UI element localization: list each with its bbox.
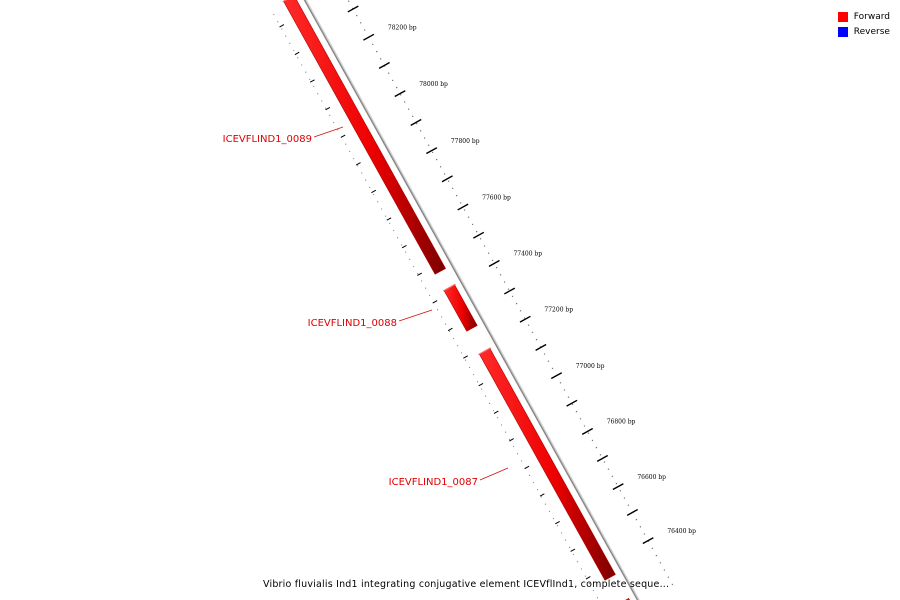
scale-dot (372, 44, 373, 45)
inner-scale-dot (365, 180, 366, 181)
scale-tick (363, 34, 373, 40)
scale-dot (656, 555, 657, 556)
scale-dot (440, 166, 441, 167)
scale-dot (408, 109, 409, 110)
scale-dot (400, 94, 401, 95)
scale-tick (379, 63, 389, 69)
inner-tick (280, 25, 284, 27)
scale-dot (520, 310, 521, 311)
tick-label-7: 76800 bp (606, 418, 636, 426)
inner-scale-dot (457, 345, 458, 346)
scale-dot (392, 80, 393, 81)
scale-dot (572, 404, 573, 405)
scale-dot (672, 584, 673, 585)
inner-tick (310, 80, 314, 82)
inner-scale-dot (473, 374, 474, 375)
scale-dot (416, 123, 417, 124)
inner-scale-dot (545, 504, 546, 505)
inner-scale-dot (369, 187, 370, 188)
scale-dot (628, 505, 629, 506)
inner-scale-dot (553, 518, 554, 519)
scale-tick (504, 288, 514, 294)
inner-scale-dot (489, 403, 490, 404)
inner-scale-dot (461, 352, 462, 353)
inner-scale-dot (501, 424, 502, 425)
scale-dot (444, 173, 445, 174)
scale-tick (442, 176, 452, 182)
inner-scale-dot (389, 223, 390, 224)
inner-scale-dot (421, 280, 422, 281)
inner-scale-dot (345, 144, 346, 145)
inner-scale-dot (509, 439, 510, 440)
inner-scale-dot (521, 460, 522, 461)
scale-dot (396, 87, 397, 88)
scale-dot (604, 461, 605, 462)
inner-scale-dot (561, 532, 562, 533)
scale-dot (484, 245, 485, 246)
scale-dot (452, 188, 453, 189)
scale-dot (564, 389, 565, 390)
inner-tick (341, 135, 345, 137)
scale-dot (640, 526, 641, 527)
inner-scale-dot (357, 165, 358, 166)
scale-dot (424, 137, 425, 138)
scale-dot (584, 425, 585, 426)
inner-scale-dot (485, 396, 486, 397)
scale-tick (411, 120, 421, 126)
gene-leader-line (480, 468, 508, 480)
gene-ICEVFLIND1_0087-arrow (479, 348, 615, 580)
scale-dot (552, 368, 553, 369)
inner-scale-dot (533, 482, 534, 483)
scale-dot (492, 260, 493, 261)
scale-dot (468, 217, 469, 218)
scale-dot (380, 58, 381, 59)
scale-dot (560, 382, 561, 383)
scale-dot (480, 238, 481, 239)
legend-label-reverse: Reverse (853, 26, 890, 37)
scale-dot (460, 202, 461, 203)
inner-scale-dot (505, 432, 506, 433)
inner-scale-dot (305, 72, 306, 73)
inner-scale-dot (597, 597, 598, 598)
scale-tick (613, 484, 623, 490)
inner-scale-dot (289, 43, 290, 44)
scale-tick (520, 316, 530, 322)
inner-scale-dot (281, 28, 282, 29)
inner-scale-dot (569, 547, 570, 548)
scale-dot (420, 130, 421, 131)
scale-tick (473, 232, 483, 238)
inner-scale-dot (321, 100, 322, 101)
scale-dot (576, 411, 577, 412)
scale-dot (516, 303, 517, 304)
scale-dot (376, 51, 377, 52)
scale-dot (472, 224, 473, 225)
tick-label-0: 78200 bp (387, 24, 417, 32)
scale-tick (567, 400, 577, 406)
gene-leader-line (314, 127, 343, 137)
inner-scale-dot (417, 273, 418, 274)
scale-dot (600, 454, 601, 455)
inner-scale-dot (381, 208, 382, 209)
inner-scale-dot (445, 324, 446, 325)
gene-label-ICEVFLIND1_0088: ICEVFLIND1_0088 (307, 318, 397, 329)
inner-scale-dot (565, 540, 566, 541)
inner-scale-dot (441, 316, 442, 317)
inner-scale-dot (285, 36, 286, 37)
inner-scale-dot (309, 79, 310, 80)
inner-scale-dot (273, 14, 274, 15)
scale-dot (428, 145, 429, 146)
inner-scale-dot (517, 453, 518, 454)
inner-scale-dot (301, 64, 302, 65)
inner-scale-dot (377, 201, 378, 202)
legend-item-forward (838, 9, 890, 24)
scale-dot (596, 447, 597, 448)
scale-dot (668, 577, 669, 578)
scale-dot (644, 533, 645, 534)
scale-dot (620, 490, 621, 491)
tick-label-5: 77200 bp (544, 306, 574, 314)
scale-dot (448, 181, 449, 182)
tick-label-6: 77000 bp (575, 362, 605, 370)
tick-label-2: 77800 bp (450, 137, 480, 145)
scale-dot (464, 209, 465, 210)
scale-tick (348, 6, 358, 12)
backbone-line (297, 0, 647, 600)
inner-scale-dot (349, 151, 350, 152)
gene-leader-line (399, 310, 432, 321)
scale-dot (588, 433, 589, 434)
inner-scale-dot (593, 590, 594, 591)
scale-tick (489, 261, 499, 267)
scale-dot (476, 231, 477, 232)
inner-scale-dot (401, 244, 402, 245)
scale-dot (404, 101, 405, 102)
gene-ICEVFLIND1_0088-arrow (444, 285, 477, 332)
inner-scale-dot (405, 252, 406, 253)
inner-scale-dot (277, 21, 278, 22)
scale-dot (612, 476, 613, 477)
scale-dot (664, 569, 665, 570)
legend-item-reverse (838, 24, 890, 39)
inner-scale-dot (465, 360, 466, 361)
inner-scale-dot (469, 367, 470, 368)
inner-tick (402, 245, 406, 247)
scale-dot (508, 289, 509, 290)
inner-scale-dot (297, 57, 298, 58)
tick-label-4: 77400 bp (513, 250, 543, 258)
gene-label-ICEVFLIND1_0087: ICEVFLIND1_0087 (388, 477, 478, 488)
inner-scale-dot (449, 331, 450, 332)
scale-dot (580, 418, 581, 419)
inner-tick (295, 52, 299, 54)
inner-scale-dot (353, 158, 354, 159)
scale-dot (360, 22, 361, 23)
inner-scale-dot (453, 338, 454, 339)
inner-scale-dot (437, 309, 438, 310)
inner-scale-dot (541, 496, 542, 497)
inner-tick (479, 383, 483, 385)
scale-dot (652, 548, 653, 549)
scale-dot (660, 562, 661, 563)
inner-scale-dot (549, 511, 550, 512)
scale-dot (528, 325, 529, 326)
scale-dot (436, 159, 437, 160)
scale-dot (608, 469, 609, 470)
inner-scale-dot (557, 525, 558, 526)
inner-tick (463, 356, 467, 358)
inner-tick (555, 521, 559, 523)
inner-scale-dot (409, 259, 410, 260)
inner-scale-dot (393, 230, 394, 231)
scale-dot (536, 339, 537, 340)
backbone-shadow (298, 0, 648, 600)
inner-scale-dot (585, 576, 586, 577)
scale-tick (458, 204, 468, 210)
tick-label-1: 78000 bp (419, 80, 448, 88)
scale-dot (568, 397, 569, 398)
inner-scale-dot (513, 446, 514, 447)
inner-scale-dot (385, 216, 386, 217)
scale-dot (348, 1, 349, 2)
inner-scale-dot (497, 417, 498, 418)
inner-scale-dot (581, 568, 582, 569)
scale-dot (544, 353, 545, 354)
scale-tick (551, 373, 561, 379)
scale-tick (643, 538, 653, 544)
tick-label-8: 76600 bp (637, 473, 667, 481)
legend (838, 9, 890, 39)
reverse-swatch-icon (838, 27, 848, 37)
scale-dot (364, 29, 365, 30)
scale-dot (616, 483, 617, 484)
scale-dot (388, 73, 389, 74)
scale-dot (524, 317, 525, 318)
scale-dot (488, 253, 489, 254)
scale-tick (426, 148, 436, 154)
inner-scale-dot (373, 194, 374, 195)
inner-tick (356, 163, 360, 165)
inner-scale-dot (481, 388, 482, 389)
inner-scale-dot (573, 554, 574, 555)
scale-tick (582, 429, 592, 435)
scale-dot (500, 274, 501, 275)
inner-scale-dot (329, 115, 330, 116)
scale-dot (356, 15, 357, 16)
inner-scale-dot (397, 237, 398, 238)
tick-label-3: 77600 bp (482, 194, 511, 202)
scale-dot (592, 440, 593, 441)
inner-scale-dot (477, 381, 478, 382)
scale-tick (627, 510, 637, 516)
inner-scale-dot (537, 489, 538, 490)
inner-tick (571, 549, 575, 551)
legend-label-forward: Forward (853, 11, 890, 22)
scale-dot (636, 519, 637, 520)
scale-dot (512, 296, 513, 297)
inner-tick (540, 494, 544, 496)
inner-tick (387, 218, 391, 220)
scale-tick (597, 456, 607, 462)
inner-scale-dot (529, 475, 530, 476)
inner-scale-dot (313, 86, 314, 87)
inner-scale-dot (317, 93, 318, 94)
scale-tick (536, 345, 546, 351)
forward-swatch-icon (838, 12, 848, 22)
scale-dot (432, 152, 433, 153)
inner-scale-dot (425, 288, 426, 289)
inner-tick (494, 411, 498, 413)
inner-tick (525, 466, 529, 468)
inner-scale-dot (325, 108, 326, 109)
inner-tick (448, 328, 452, 330)
inner-tick (433, 301, 437, 303)
scale-dot (496, 267, 497, 268)
inner-tick (371, 190, 375, 192)
inner-scale-dot (361, 172, 362, 173)
inner-scale-dot (429, 295, 430, 296)
scale-dot (548, 361, 549, 362)
gene-label-ICEVFLIND1_0089: ICEVFLIND1_0089 (222, 134, 312, 145)
inner-scale-dot (413, 266, 414, 267)
scale-dot (412, 116, 413, 117)
inner-scale-dot (577, 561, 578, 562)
inner-scale-dot (333, 122, 334, 123)
scale-dot (456, 195, 457, 196)
scale-dot (624, 497, 625, 498)
scale-dot (532, 332, 533, 333)
scale-dot (504, 281, 505, 282)
inner-scale-dot (293, 50, 294, 51)
tick-label-9: 76400 bp (667, 527, 697, 535)
sequence-caption: Vibrio fluvialis Ind1 integrating conjugative element ICEVflInd1, complete seque... (263, 579, 670, 590)
scale-tick (395, 91, 405, 97)
inner-scale-dot (493, 410, 494, 411)
